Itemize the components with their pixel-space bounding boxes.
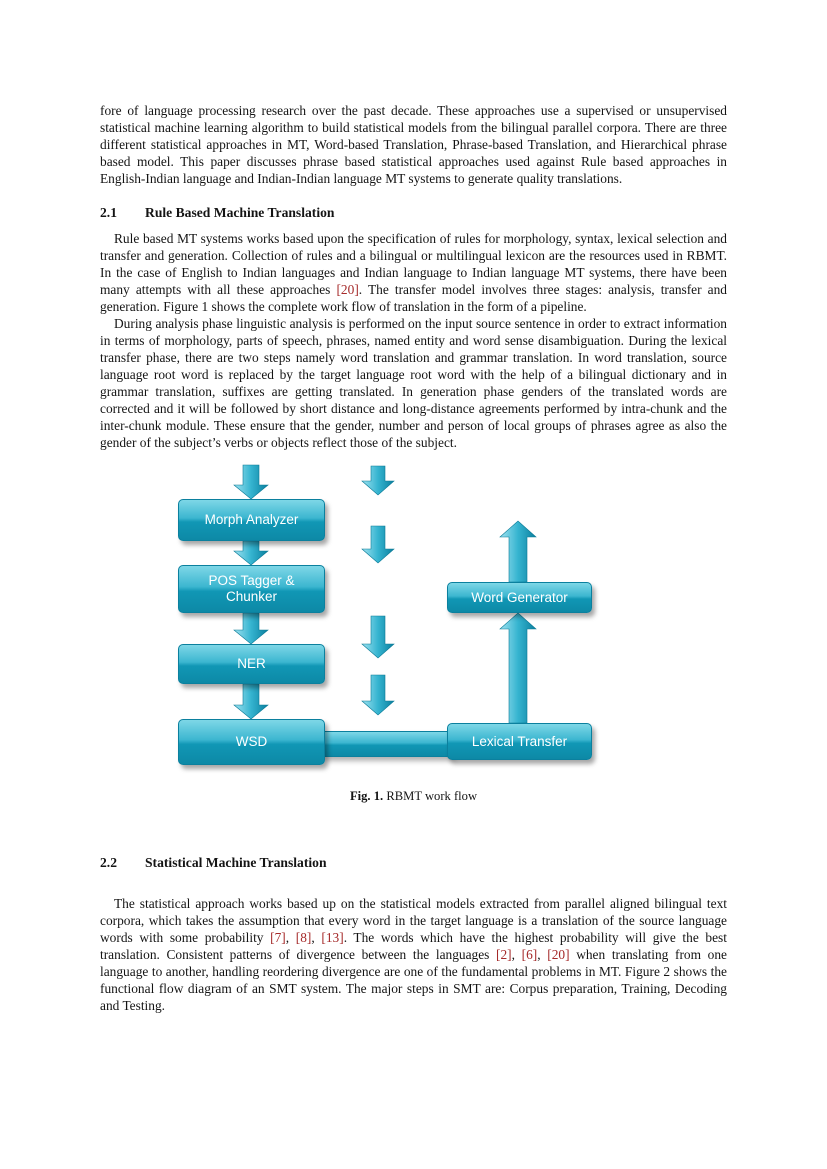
down-arrow <box>234 613 268 644</box>
down-arrow <box>234 684 268 719</box>
intro-paragraph <box>100 102 727 187</box>
down-arrow <box>362 526 394 563</box>
diagram-node-word-generator: Word Generator <box>447 582 592 613</box>
citation: [7] <box>270 930 286 945</box>
section-heading-2-1 <box>100 204 727 221</box>
paragraph <box>100 230 727 315</box>
down-arrow <box>234 465 268 499</box>
section-title: Rule Based Machine Translation <box>145 205 335 220</box>
down-arrow <box>362 675 394 715</box>
section-number: 2.1 <box>100 205 117 220</box>
text-run: . The words which have the highest probability will give the best translation. Consistent patterns of divergence between the languages <box>100 930 727 962</box>
text-run: The statistical approach works based up on the statistical models extracted from parallel aligned bilingual text corpora, which takes the assumption that every word in the target language is a translation of the source language words with some probability <box>100 896 727 945</box>
figure-caption-text: RBMT work flow <box>386 789 478 803</box>
up-arrow <box>500 613 536 723</box>
text-run: Rule based MT systems works based upon the specification of rules for morphology, syntax, lexical selection and transfer and generation. Collection of rules and a bilingual or multilingual lexicon are the resources used in RBMT. In the case of English to Indian languages and Indian language to Indian language MT systems, there have been many attempts with all these approaches <box>100 231 727 297</box>
text-run: During analysis phase linguistic analysis is performed on the input source sentence in order to extract information in terms of morphology, parts of speech, phrases, named entity and word sense disambiguation. During the lexical transfer phase, there are two steps namely word translation and grammar translation. In word translation, source language root word is replaced by the target language root word with the help of a bilingual dictionary and in grammar translation, suffixes are getting translated. In generation phase genders of the translated words are corrected and it will be followed by short distance and long-distance agreements performed by intra-chunk and the inter-chunk module. These ensure that the gender, number and person of local groups of phrases agree as also the gender of the subject’s verbs or objects reflect those of the subject. <box>100 316 727 450</box>
citation: [13] <box>321 930 344 945</box>
rbmt-flow-diagram <box>100 463 727 775</box>
diagram-node-pos-tagger-chunker: POS Tagger & Chunker <box>178 565 325 613</box>
figure-caption-label: Fig. 1. <box>349 789 384 803</box>
section-heading-2-2 <box>100 854 727 871</box>
citation: [20] <box>547 947 570 962</box>
text-run: , <box>511 947 522 962</box>
up-arrow <box>500 521 536 582</box>
paragraph <box>100 315 727 451</box>
citation: [6] <box>521 947 538 962</box>
text-run: , <box>537 947 548 962</box>
down-arrow <box>362 616 394 658</box>
down-arrow <box>234 541 268 565</box>
diagram-node-lexical-transfer: Lexical Transfer <box>447 723 592 760</box>
text-run: . The transfer model involves three stages: analysis, transfer and generation. Figure 1 shows the complete work flow of translation in the form of a pipeline. <box>100 282 727 314</box>
citation: [8] <box>295 930 312 945</box>
diagram-node-ner: NER <box>178 644 325 684</box>
text-run: fore of language processing research over the past decade. These approaches use a supervised or unsupervised statistical machine learning algorithm to build statistical models from the bilingual parallel corpora. There are three different statistical approaches in MT, Word-based Translation, Phrase-based Translation, and Hierarchical phrase based model. This paper discusses phrase based statistical approaches used against Rule based approaches in English-Indian language and Indian-Indian language MT systems to generate quality translations. <box>100 103 727 186</box>
section-title: Statistical Machine Translation <box>145 855 327 870</box>
paragraph <box>100 895 727 1014</box>
figure-caption <box>100 789 727 804</box>
diagram-node-morph-analyzer: Morph Analyzer <box>178 499 325 541</box>
citation: [20] <box>336 282 359 297</box>
text-run: , <box>311 930 322 945</box>
text-run: when translating from one language to another, handling reordering divergence are one of the fundamental problems in MT. Figure 2 shows the functional flow diagram of an SMT system. The major steps in SMT are: Corpus preparation, Training, Decoding and Testing. <box>100 947 727 1013</box>
text-run: , <box>285 930 296 945</box>
section-number: 2.2 <box>100 855 117 870</box>
diagram-node-wsd: WSD <box>178 719 325 765</box>
figure-1-rbmt-workflow <box>100 463 727 804</box>
citation: [2] <box>496 947 512 962</box>
down-arrow <box>362 466 394 495</box>
